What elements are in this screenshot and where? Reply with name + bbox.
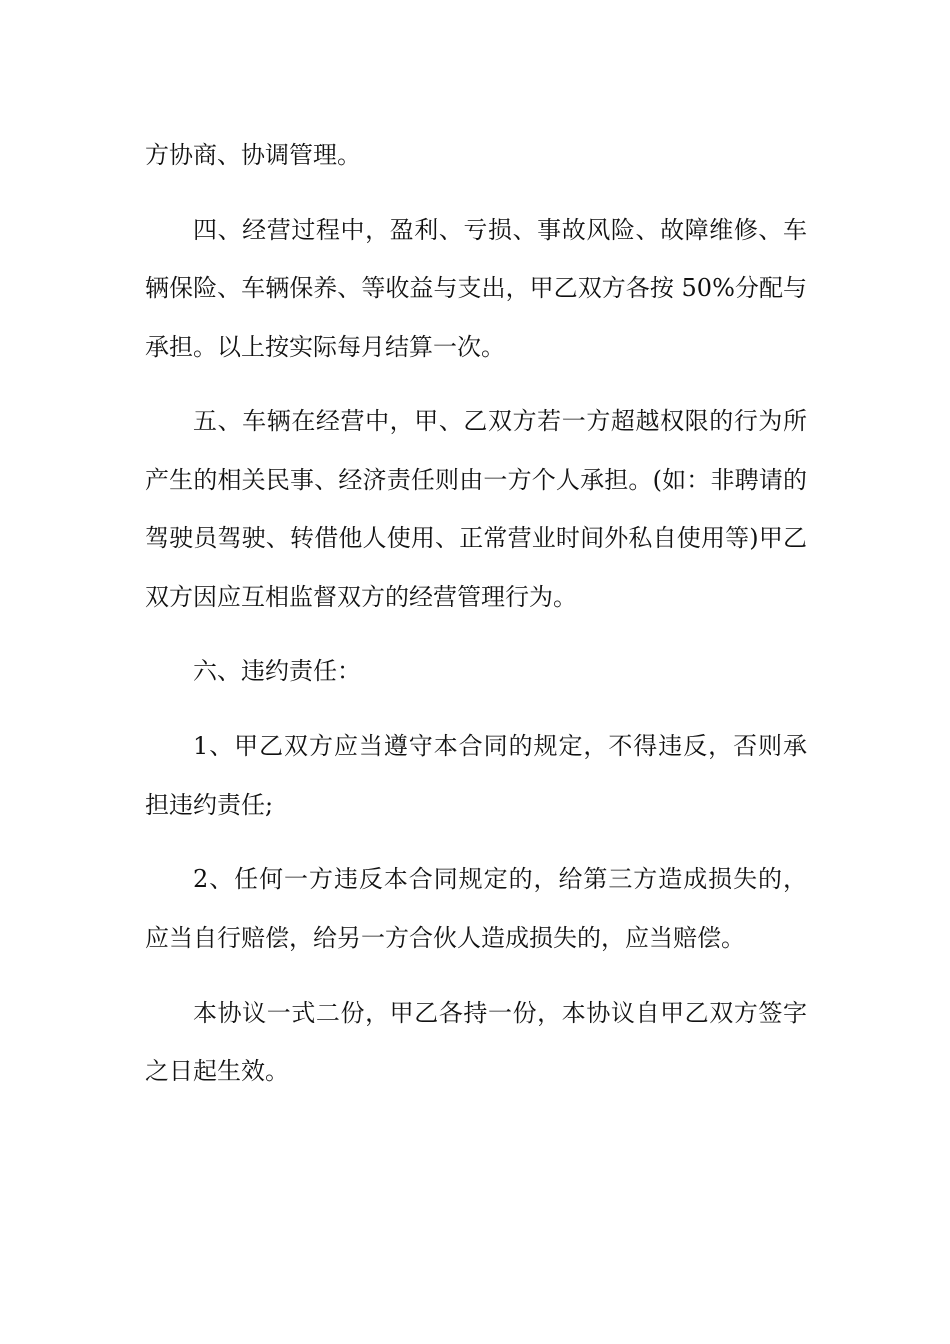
paragraph-clause-6-item-2: 2、任何一方违反本合同规定的，给第三方造成损失的，应当自行赔偿，给另一方合伙人造成损失的，应当赔偿。 [145,865,807,952]
paragraph-clause-5: 五、车辆在经营中，甲、乙双方若一方超越权限的行为所产生的相关民事、经济责任则由一方个人承担。(如：非聘请的驾驶员驾驶、转借他人使用、正常营业时间外私自使用等)甲乙双方因应互相监督双方的经营管理行为。 [145,407,807,611]
paragraph-continuation: 方协商、协调管理。 [145,141,361,169]
paragraph-closing: 本协议一式二份，甲乙各持一份，本协议自甲乙双方签字之日起生效。 [145,998,807,1086]
paragraph-clause-4: 四、经营过程中，盈利、亏损、事故风险、故障维修、车辆保险、车辆保养、等收益与支出，甲乙双方各按 50%分配与承担。以上按实际每月结算一次。 [145,215,807,361]
paragraph-clause-6-heading: 六、违约责任： [193,657,361,686]
paragraph-clause-6-item-1: 1、甲乙双方应当遵守本合同的规定，不得违反，否则承担违约责任; [145,732,807,819]
document-body [145,126,807,1117]
